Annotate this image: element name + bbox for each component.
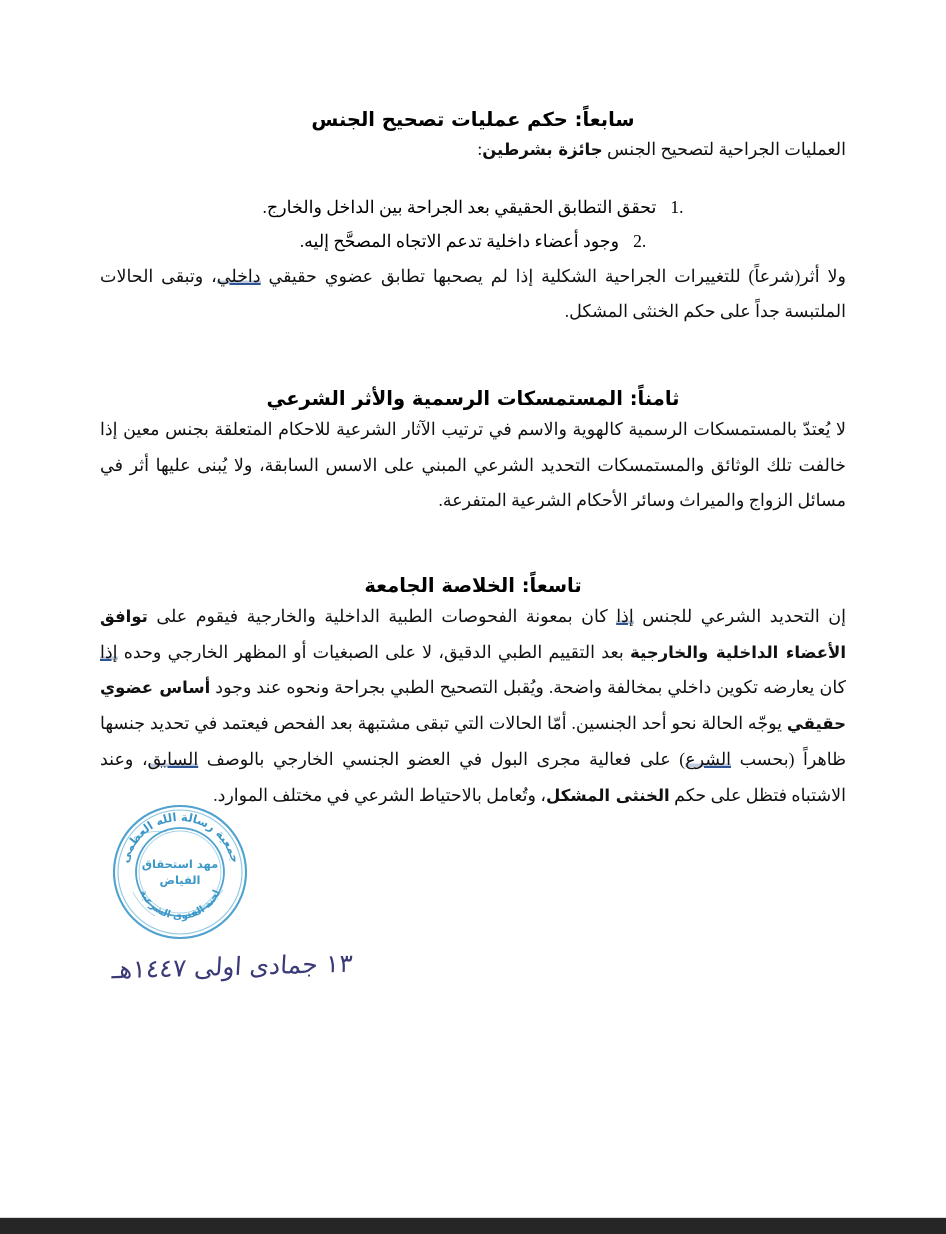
paragraph-text-run: يوجّه الحالة نحو أحد الجنسين. أمّا الحالات التي تبقى مشتبهة بعد الفحص فيعتمد في تحديد جنسها ظاهراً (بحسب	[100, 713, 847, 770]
paragraph-text-run: كان بمعونة الفحوصات الطبية الداخلية والخارجية فيقوم على	[147, 605, 617, 626]
heading-seventh: سابعاً: حكم عمليات تصحيح الجنس	[311, 108, 635, 131]
seal-icon	[105, 792, 255, 950]
ninth-paragraph	[100, 599, 846, 814]
page-bottom-bar	[0, 1218, 946, 1234]
seventh-lead-prefix: العمليات الجراحية لتصحيح الجنس	[602, 139, 846, 160]
paragraph-text-run: بعد التقييم الطبي الدقيق، لا على الصبغيات أو المظهر الخارجي وحده	[117, 641, 630, 662]
highlighted-term[interactable]: السابق	[147, 749, 199, 770]
seventh-paragraph-part2: ، وتبقى الحالات الملتبسة جداً على حكم الخنثى المشكل.	[100, 265, 846, 322]
heading-ninth: تاسعاً: الخلاصة الجامعة	[364, 574, 582, 598]
emphasised-term: أساس عضوي حقيقي	[100, 678, 846, 734]
seventh-paragraph	[100, 259, 846, 331]
eighth-paragraph: لا يُعتدّ بالمستمسكات الرسمية كالهوية والاسم في ترتيب الآثار الشرعية للاحكام المتعلقة بجنس معين إذا خالفت تلك الوثائق والمستمسكات التحديد الشرعي المبني على الاسس السابقة، ولا يُبنى عليها أثر في مسائل الزواج والميراث وسائر الأحكام الشرعية المتفرعة.	[100, 418, 846, 511]
svg-text:الفياض: الفياض	[159, 873, 201, 887]
section-eighth	[100, 387, 846, 519]
paragraph-text-run: ) على فعالية مجرى البول في العضو الجنسي الخارجي بالوصف	[198, 749, 686, 770]
section-seventh	[100, 108, 846, 330]
highlighted-term[interactable]: إذا	[616, 605, 634, 626]
list-item-text: تحقق التطابق الحقيقي بعد الجراحة بين الداخل والخارج.	[262, 197, 657, 218]
conditions-list	[100, 190, 846, 258]
emphasised-term: الخنثى المشكل	[546, 786, 670, 805]
list-item-text: وجود أعضاء داخلية تدعم الاتجاه المصحَّح إليه.	[299, 231, 620, 252]
list-item-number: 1.	[670, 197, 684, 218]
document-body	[100, 100, 846, 814]
paragraph-text-run: ، وعند الاشتباه فتظل على حكم	[100, 749, 846, 805]
seventh-paragraph-part1: ولا أثر(شرعاً) للتغييرات الجراحية الشكلية إذا لم يصحبها تطابق عضوي حقيقي	[260, 265, 846, 286]
paragraph-text-run: كان يعارضه تكوين داخلي بمخالفة واضحة. ويُقبل التصحيح الطبي بجراحة ونحوه عند وجود	[210, 677, 846, 698]
highlighted-term[interactable]: إذا	[100, 641, 118, 662]
list-item	[100, 224, 846, 258]
list-item-number: 2.	[633, 231, 647, 252]
emphasised-term: توافق الأعضاء الداخلية والخارجية	[100, 606, 846, 662]
svg-text:مهد استحقاق: مهد استحقاق	[141, 857, 219, 871]
svg-text:جمعية رسالة الله العظمى: جمعية رسالة الله العظمى	[117, 809, 243, 865]
official-seal	[105, 792, 255, 952]
svg-text:لجنة الفتوى الشرعية: لجنة الفتوى الشرعية	[137, 888, 223, 923]
paragraph-text-run: إن التحديد الشرعي للجنس	[633, 605, 846, 626]
paragraph-text-run: ، وتُعامل بالاحتياط الشرعي في مختلف الموارد.	[213, 785, 547, 805]
seventh-lead-suffix: :	[477, 139, 483, 160]
seventh-lead-bold: جائزة بشرطين	[482, 140, 603, 160]
highlighted-term-dakhili[interactable]: داخلي	[216, 265, 261, 286]
seventh-lead-line	[100, 132, 846, 168]
heading-eighth: ثامناً: المستمسكات الرسمية والأثر الشرعي	[266, 387, 680, 411]
list-item	[100, 190, 846, 224]
handwritten-date: ١٣ جمادى اولى ١٤٤٧هـ	[111, 948, 354, 985]
section-ninth	[100, 574, 846, 814]
highlighted-term[interactable]: الشرع	[685, 749, 732, 770]
